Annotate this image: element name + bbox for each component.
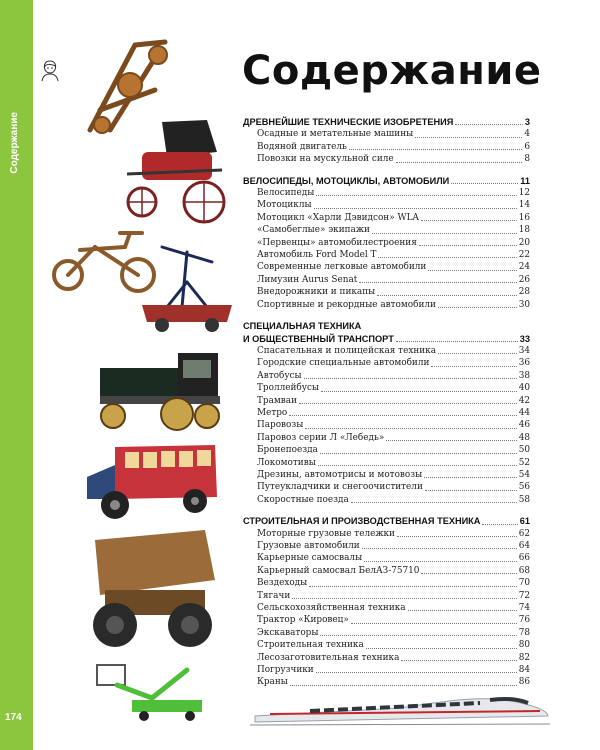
toc-entry[interactable]: Паровоз серии Л «Лебедь» 48 xyxy=(257,432,530,443)
table-of-contents xyxy=(243,116,530,698)
toc-entry[interactable]: Повозки на мускульной силе 8 xyxy=(257,154,530,165)
toc-entry[interactable]: Автобусы 38 xyxy=(257,370,530,381)
toc-entry[interactable]: Осадные и метательные машины 4 xyxy=(257,129,530,140)
toc-entry[interactable]: Современные легковые автомобили 24 xyxy=(257,262,530,273)
toc-entry[interactable]: Вездеходы 70 xyxy=(257,578,530,589)
toc-entry[interactable]: Водяной двигатель 6 xyxy=(257,141,530,152)
toc-entry[interactable]: Дрезины, автомотрисы и мотовозы 54 xyxy=(257,469,530,480)
section-heading-line1: СПЕЦИАЛЬНАЯ ТЕХНИКА xyxy=(243,321,362,332)
toc-entry[interactable]: Велосипеды 12 xyxy=(257,188,530,199)
dump-truck-illustration xyxy=(85,525,220,655)
toc-entry[interactable]: Карьерные самосвалы 66 xyxy=(257,553,530,564)
toc-entry[interactable]: Тягачи 72 xyxy=(257,590,530,601)
toc-entry[interactable]: Спасательная и полицейская техника 34 xyxy=(257,345,530,356)
toc-entry[interactable]: Трактор «Кировец» 76 xyxy=(257,615,530,626)
section-heading[interactable]: И ОБЩЕСТВЕННЫЙ ТРАНСПОРТ 33 xyxy=(243,333,530,344)
toc-section xyxy=(243,515,530,689)
reader-avatar-icon xyxy=(40,58,60,82)
toc-entry[interactable]: Погрузчики 84 xyxy=(257,665,530,676)
lift-illustration xyxy=(92,660,207,722)
toc-entry[interactable]: Спортивные и рекордные автомобили 30 xyxy=(257,299,530,310)
page-title: Содержание xyxy=(242,48,542,94)
toc-entry[interactable]: Моторные грузовые тележки 62 xyxy=(257,528,530,539)
toc-entry[interactable]: Метро 44 xyxy=(257,407,530,418)
toc-entry[interactable]: «Самобеглые» экипажи 18 xyxy=(257,225,530,236)
toc-entry[interactable]: Локомотивы 52 xyxy=(257,457,530,468)
toc-entry[interactable]: Грузовые автомобили 64 xyxy=(257,541,530,551)
side-label: Содержание xyxy=(9,112,20,174)
train-illustration xyxy=(250,678,550,728)
toc-entry[interactable]: Путеукладчики и снегоочистители 56 xyxy=(257,482,530,493)
section-heading[interactable]: ДРЕВНЕЙШИЕ ТЕХНИЧЕСКИЕ ИЗОБРЕТЕНИЯ 3 xyxy=(243,117,530,127)
toc-entry[interactable]: Городские специальные автомобили 36 xyxy=(257,358,530,369)
toc-entry[interactable]: Строительная техника 80 xyxy=(257,640,530,651)
toc-entry[interactable]: Трамваи 42 xyxy=(257,395,530,406)
toc-section xyxy=(243,116,530,166)
toc-entry[interactable]: Паровозы 46 xyxy=(257,420,530,431)
toc-entry[interactable]: Троллейбусы 40 xyxy=(257,383,530,394)
bus-illustration xyxy=(85,437,220,522)
toc-section xyxy=(243,320,530,506)
toc-entry[interactable]: Мотоцикл «Харли Дэвидсон» WLA 16 xyxy=(257,212,530,223)
toc-entry[interactable]: Скоростные поезда 58 xyxy=(257,494,530,505)
toc-entry[interactable]: Экскаваторы 78 xyxy=(257,627,530,638)
toc-entry[interactable]: Лимузин Aurus Senat 26 xyxy=(257,274,530,285)
toc-entry[interactable]: Мотоциклы 14 xyxy=(257,200,530,211)
section-heading[interactable]: ВЕЛОСИПЕДЫ, МОТОЦИКЛЫ, АВТОМОБИЛИ 11 xyxy=(243,175,530,186)
toc-section xyxy=(243,175,530,311)
toc-entry[interactable]: Лесозаготовительная техника 82 xyxy=(257,652,530,663)
toc-entry[interactable]: Автомобиль Ford Model T 22 xyxy=(257,250,530,261)
sidebar-strip xyxy=(0,0,33,750)
toc-entry[interactable]: Внедорожники и пикапы 28 xyxy=(257,287,530,298)
toc-entry[interactable]: Карьерный самосвал БелАЗ-75710 68 xyxy=(257,565,530,576)
toc-entry[interactable]: «Первенцы» автомобилестроения 20 xyxy=(257,237,530,248)
page-number: 174 xyxy=(5,712,22,723)
toc-entry[interactable]: Сельскохозяйственная техника 74 xyxy=(257,603,530,614)
section-heading[interactable]: СТРОИТЕЛЬНАЯ И ПРОИЗВОДСТВЕННАЯ ТЕХНИКА 61 xyxy=(243,516,530,527)
toc-entry[interactable]: Краны 86 xyxy=(257,677,530,688)
toc-entry[interactable]: Бронепоезда 50 xyxy=(257,445,530,456)
handcar-illustration xyxy=(137,237,237,337)
carriage-illustration xyxy=(122,112,230,227)
steam-truck-illustration xyxy=(95,348,225,433)
